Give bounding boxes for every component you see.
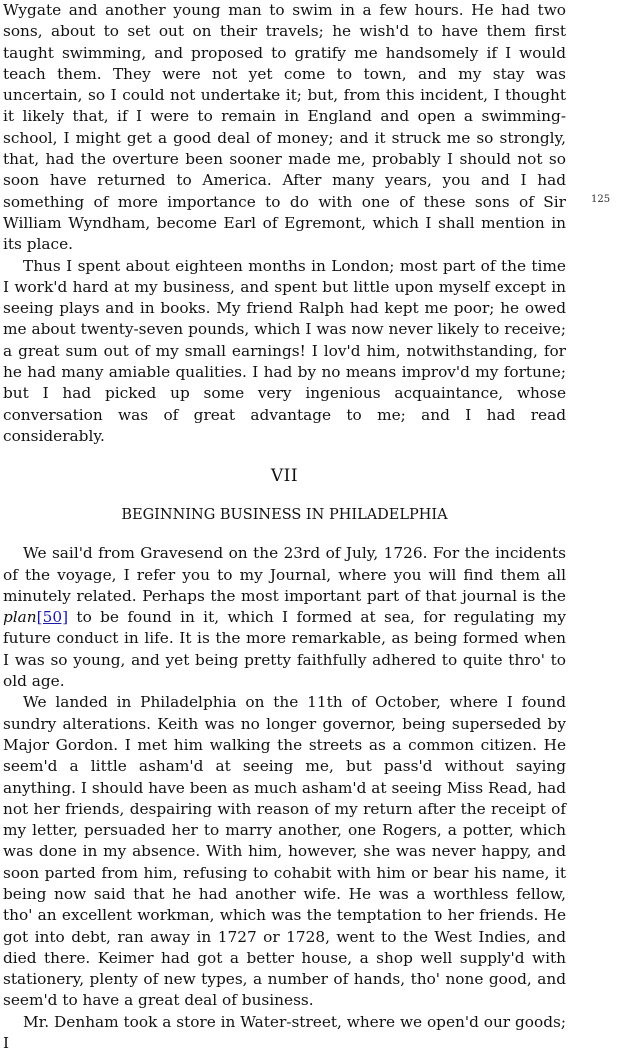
book-page xyxy=(3,0,566,1054)
chapter-title: BEGINNING BUSINESS IN PHILADELPHIA xyxy=(121,507,448,524)
paragraph-swimming: Wygate and another young man to swim in a few hours. He had two sons, about to set out on their travels; he wish'd to have them first taught swimming, and proposed to gratify me handsomely if I would teach them. They were not yet come to town, and my stay was uncertain, so I could not undertake it; but, from this incident, I thought it likely that, if I were to remain in England and open a swimming-school, I might get a good deal of money; and it struck me so strongly, that, had the overture been sooner made me, probably I should not so soon have returned to America. After many years, you and I had something of more importance to do with one of these sons of Sir William Wyndham, become Earl of Egremont, which I shall mention in its place. xyxy=(3,1,566,254)
italic-plan: plan xyxy=(3,608,37,627)
paragraph-philadelphia: We landed in Philadelphia on the 11th of October, where I found sundry alterations. Keith was no longer governor, being superseded by Major Gordon. I met him walking the streets as a common citizen. He seem'd a little asham'd at seeing me, but pass'd without saying anything. I should have been as much asham'd at seeing Miss Read, had not her friends, despairing with reason of my return after the receipt of my letter, persuaded her to marry another, one Rogers, a potter, which was done in my absence. With him, however, she was never happy, and soon parted from him, refusing to cohabit with him or bear his name, it being now said that he had another wife. He was a worthless fellow, tho' an excellent workman, which was the temptation to her friends. He got into debt, ran away in 1727 or 1728, went to the West Indies, and died there. Keimer had got a better house, a shop well supply'd with stationery, plenty of new types, a number of hands, tho' none good, and seem'd to have a great deal of business. xyxy=(3,693,566,1010)
paragraph-voyage-text-before: We sail'd from Gravesend on the 23rd of July, 1726. For the incidents of the voyage, I refer you to my Journal, where you will find them all minutely related. Perhaps the most important part of that journal is the xyxy=(3,544,566,605)
footnote-link-50[interactable]: [50] xyxy=(36,608,69,627)
paragraph-london: Thus I spent about eighteen months in London; most part of the time I work'd hard at my business, and spent but little upon myself except in seeing plays and in books. My friend Ralph had kept me poor; he owed me about twenty-seven pounds, which I was now never likely to receive; a great sum out of my small earnings! I lov'd him, notwithstanding, for he had many amiable qualities. I had by no means improv'd my fortune; but I had picked up some very ingenious acquaintance, whose conversation was of great advantage to me; and I had read considerably. xyxy=(3,256,566,445)
paragraph-voyage xyxy=(3,543,566,692)
paragraph-voyage-text-after: to be found in it, which I formed at sea, for regulating my future conduct in life. It is the more remarkable, as being formed when I was so young, and yet being pretty faithfully adhered to quite thro' to old age. xyxy=(3,608,566,691)
chapter-body xyxy=(3,543,566,1054)
chapter-number: VII xyxy=(270,466,299,487)
page-number: 125 xyxy=(591,194,611,205)
paragraph-denham: Mr. Denham took a store in Water-street, where we open'd our goods; I xyxy=(3,1012,566,1053)
